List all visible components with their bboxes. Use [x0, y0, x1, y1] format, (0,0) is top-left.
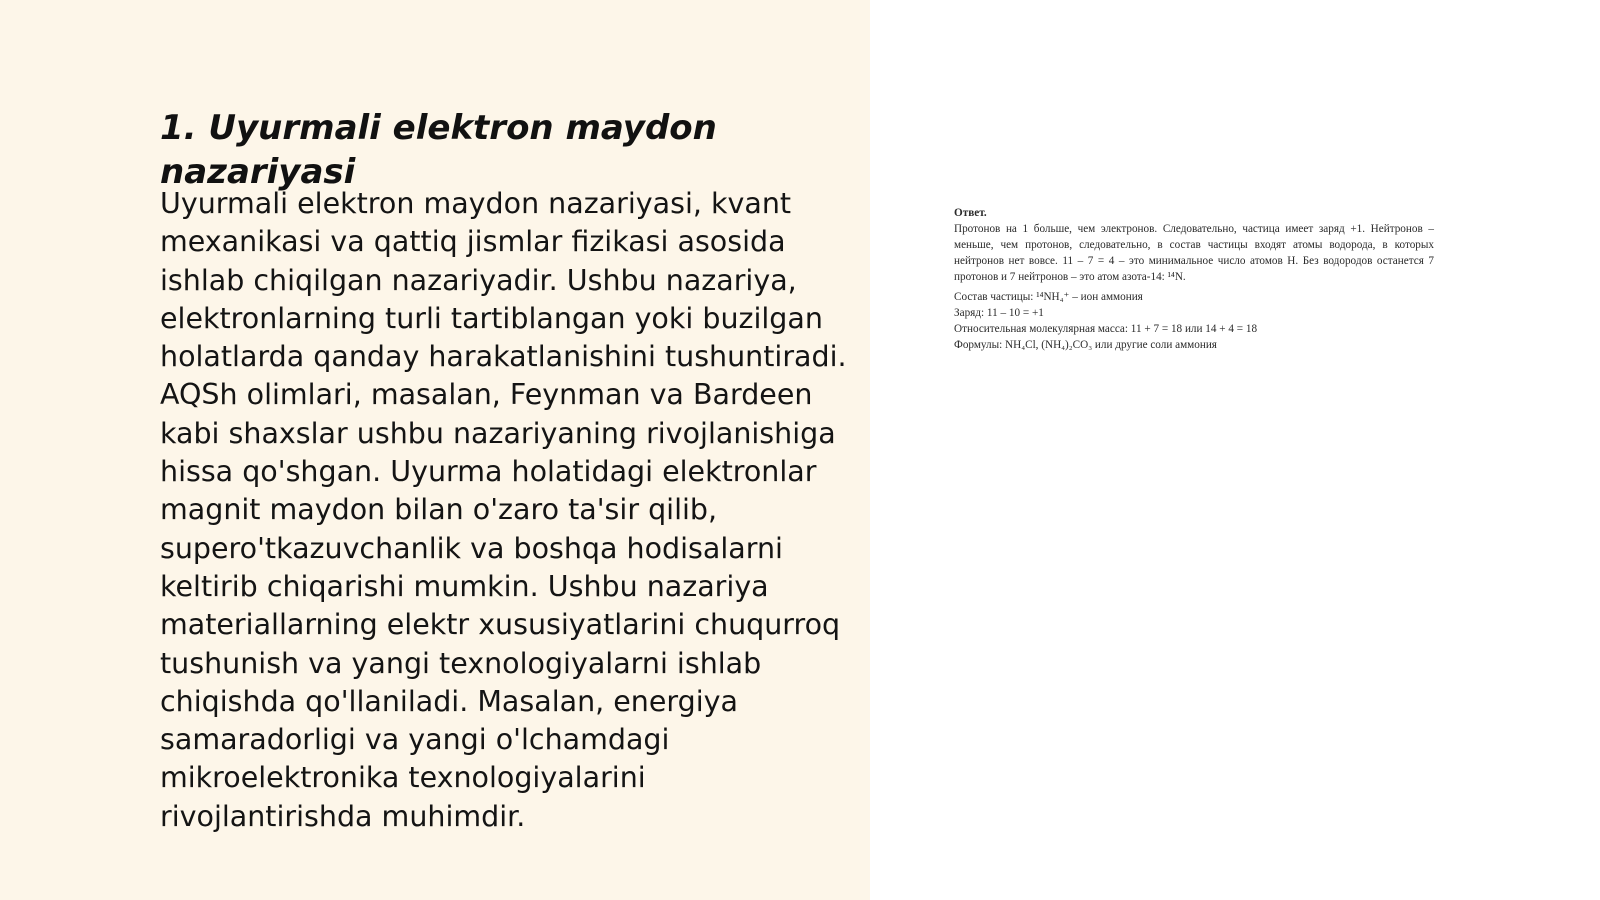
answer-text-image — [954, 205, 1434, 353]
slide-title: 1. Uyurmali elektron maydon nazariyasi — [160, 108, 717, 192]
answer-charge: Заряд: 11 – 10 = +1 — [954, 307, 1044, 319]
answer-molar-mass: Относительная молекулярная масса: 11 + 7 = 18 или 14 + 4 = 18 — [954, 323, 1258, 335]
slide-body-text: Uyurmali elektron maydon nazariyasi, kvant mexanikasi va qattiq jismlar fizikasi asosida ishlab chiqilgan nazariyadir. Ushbu nazariya, elektronlarning turli tartiblangan yoki buzilgan holatlarda qanday harakatlanishini tushuntiradi. AQSh olimlari, masalan, Feynman va Bardeen kabi shaxslar ushbu nazariyaning rivojlanishiga hissa qo'shgan. Uyurma holatidagi elektronlar magnit maydon bilan o'zaro ta'sir qilib, supero'tkazuvchanlik va boshqa hodisalarni keltirib chiqarishi mumkin. Ushbu nazariya materiallarning elektr xususiyatlarini chuqurroq tushunish va yangi texnologiyalarni ishlab chiqishda qo'llaniladi. Masalan, energiya samaradorligi va yangi o'lchamdagi mikroelektronika texnologiyalarini rivojlantirishda muhimdir. — [160, 187, 847, 833]
answer-paragraph: Протонов на 1 больше, чем электронов. Следовательно, частица имеет заряд +1. Нейтронов – меньше, чем протонов, следовательно, в состав частицы входят атомы водорода, в которых нейтронов нет вовсе. 11 – 7 = 4 – это минимальное число атомов H. Без водородов останется 7 протонов и 7 нейтронов – это атом азота-14: ¹⁴N. — [954, 223, 1434, 283]
answer-composition: Состав частицы: ¹⁴NH₄⁺ – ион аммония — [954, 291, 1143, 303]
answer-formulas: Формулы: NH₄Cl, (NH₄)₂CO₃ или другие соли аммония — [954, 339, 1217, 351]
answer-heading: Ответ. — [954, 207, 987, 219]
